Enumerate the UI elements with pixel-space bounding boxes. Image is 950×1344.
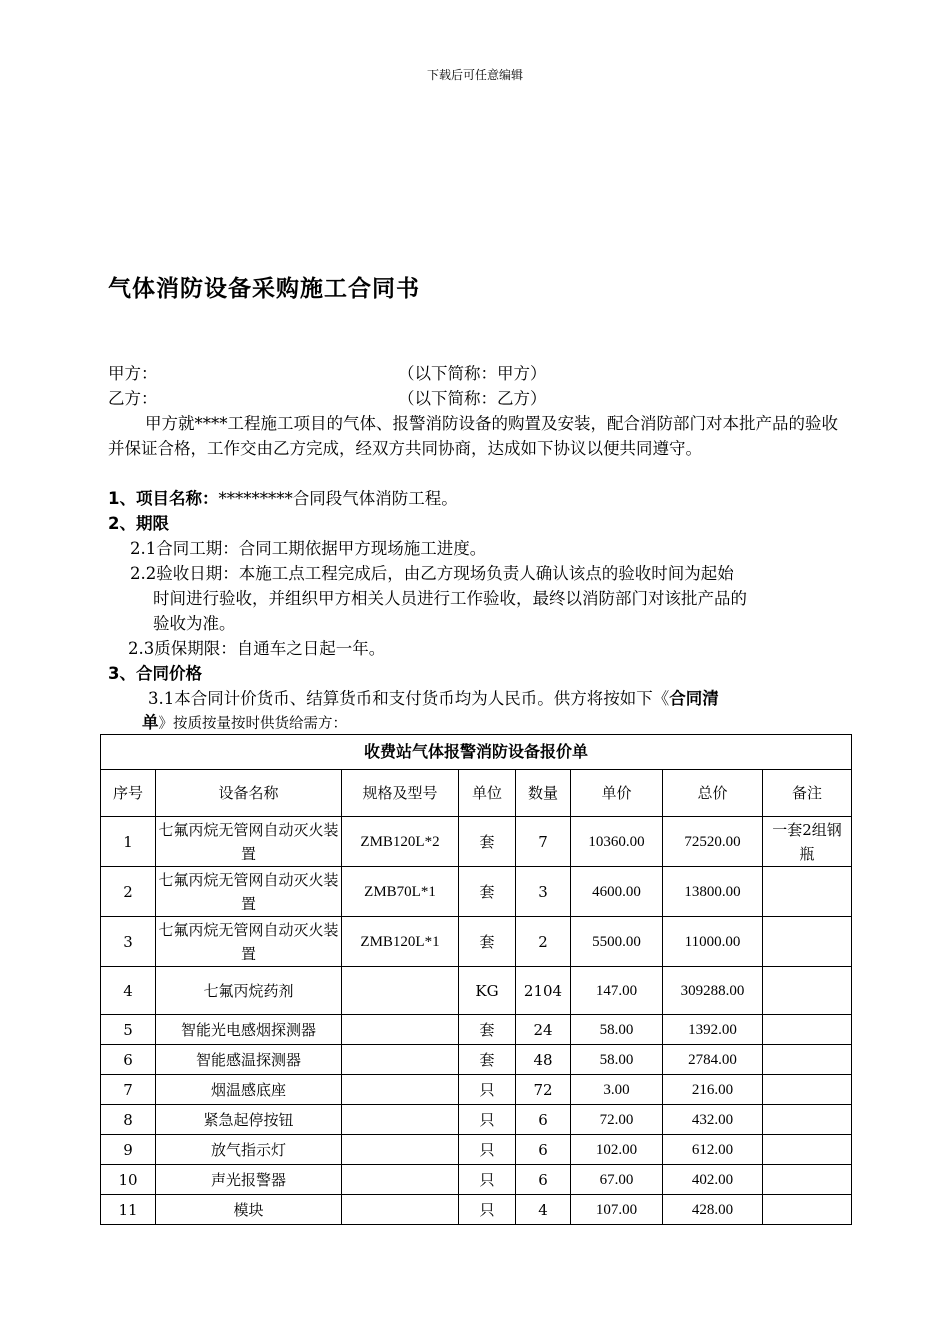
unit-price-cell: 147.00: [571, 967, 663, 1015]
row-number-cell: 7: [101, 1075, 156, 1105]
unit-price-cell: 58.00: [571, 1015, 663, 1045]
total-price-cell: 309288.00: [663, 967, 763, 1015]
table-row: [101, 1075, 852, 1105]
spec-model-cell: [342, 1135, 459, 1165]
remarks-cell: [763, 1105, 852, 1135]
table-row: [101, 967, 852, 1015]
device-name-cell: 智能感温探测器: [156, 1045, 342, 1075]
device-name-cell: 紧急起停按钮: [156, 1105, 342, 1135]
unit-cell: 套: [459, 867, 516, 917]
unit-price-cell: 107.00: [571, 1195, 663, 1225]
total-price-cell: 13800.00: [663, 867, 763, 917]
row-number-cell: 2: [101, 867, 156, 917]
unit-cell: 只: [459, 1105, 516, 1135]
total-price-cell: 11000.00: [663, 917, 763, 967]
section-1-heading: 1、项目名称：: [108, 489, 219, 508]
row-number-cell: 8: [101, 1105, 156, 1135]
unit-cell: KG: [459, 967, 516, 1015]
header-cell: 单位: [459, 770, 516, 817]
total-price-cell: 432.00: [663, 1105, 763, 1135]
table-header-row: [101, 770, 852, 817]
document-title: 气体消防设备采购施工合同书: [108, 276, 420, 302]
unit-cell: 套: [459, 1015, 516, 1045]
unit-cell: 只: [459, 1135, 516, 1165]
device-name-cell: 七氟丙烷药剂: [156, 967, 342, 1015]
remarks-cell: 一套2组钢瓶: [763, 817, 852, 867]
table-row: [101, 817, 852, 867]
table-caption: 收费站气体报警消防设备报价单: [101, 735, 852, 770]
section-2-item-2-line1: 2.2验收日期：本施工点工程完成后，由乙方现场负责人确认该点的验收时间为起始: [130, 564, 734, 583]
total-price-cell: 402.00: [663, 1165, 763, 1195]
row-number-cell: 5: [101, 1015, 156, 1045]
row-number-cell: 10: [101, 1165, 156, 1195]
spec-model-cell: ZMB120L*1: [342, 917, 459, 967]
remarks-cell: [763, 1075, 852, 1105]
unit-price-cell: 67.00: [571, 1165, 663, 1195]
device-name-cell: 烟温感底座: [156, 1075, 342, 1105]
table-row: [101, 1165, 852, 1195]
party-a-label: 甲方：: [108, 364, 158, 383]
row-number-cell: 11: [101, 1195, 156, 1225]
quantity-cell: 48: [516, 1045, 571, 1075]
remarks-cell: [763, 967, 852, 1015]
table-row: [101, 1015, 852, 1045]
quantity-cell: 6: [516, 1135, 571, 1165]
unit-cell: 套: [459, 817, 516, 867]
section-3-paragraph-line1: [148, 686, 719, 711]
section-3-paragraph-line2: [142, 710, 347, 737]
quantity-cell: 72: [516, 1075, 571, 1105]
table-row: [101, 1045, 852, 1075]
unit-cell: 只: [459, 1165, 516, 1195]
device-name-cell: 放气指示灯: [156, 1135, 342, 1165]
section-3-heading: 3、合同价格: [108, 664, 202, 683]
quantity-cell: 6: [516, 1105, 571, 1135]
header-cell: 总价: [663, 770, 763, 817]
unit-price-cell: 10360.00: [571, 817, 663, 867]
remarks-cell: [763, 1045, 852, 1075]
quantity-cell: 7: [516, 817, 571, 867]
header-note: 下载后可任意编辑: [426, 68, 523, 82]
spec-model-cell: [342, 967, 459, 1015]
spec-model-cell: ZMB120L*2: [342, 817, 459, 867]
section-1: [108, 486, 458, 511]
quantity-cell: 6: [516, 1165, 571, 1195]
header-cell: 单价: [571, 770, 663, 817]
section-3-text-2: 》按质按量按时供货给需方：: [158, 716, 347, 732]
spec-model-cell: [342, 1015, 459, 1045]
quantity-cell: 3: [516, 867, 571, 917]
total-price-cell: 72520.00: [663, 817, 763, 867]
unit-cell: 只: [459, 1195, 516, 1225]
row-number-cell: 6: [101, 1045, 156, 1075]
remarks-cell: [763, 1135, 852, 1165]
total-price-cell: 2784.00: [663, 1045, 763, 1075]
spec-model-cell: [342, 1075, 459, 1105]
remarks-cell: [763, 1165, 852, 1195]
quotation-table: [100, 734, 852, 1225]
table-row: [101, 1135, 852, 1165]
total-price-cell: 428.00: [663, 1195, 763, 1225]
unit-cell: 只: [459, 1075, 516, 1105]
quantity-cell: 2104: [516, 967, 571, 1015]
device-name-cell: 模块: [156, 1195, 342, 1225]
device-name-cell: 七氟丙烷无管网自动灭火装置: [156, 817, 342, 867]
header-cell: 设备名称: [156, 770, 342, 817]
unit-price-cell: 3.00: [571, 1075, 663, 1105]
unit-price-cell: 5500.00: [571, 917, 663, 967]
header-cell: 序号: [101, 770, 156, 817]
device-name-cell: 七氟丙烷无管网自动灭火装置: [156, 917, 342, 967]
device-name-cell: 七氟丙烷无管网自动灭火装置: [156, 867, 342, 917]
remarks-cell: [763, 1015, 852, 1045]
total-price-cell: 612.00: [663, 1135, 763, 1165]
table-row: [101, 1195, 852, 1225]
row-number-cell: 9: [101, 1135, 156, 1165]
spec-model-cell: [342, 1195, 459, 1225]
quantity-cell: 4: [516, 1195, 571, 1225]
spec-model-cell: ZMB70L*1: [342, 867, 459, 917]
section-2-item-2-line2: 时间进行验收，并组织甲方相关人员进行工作验收，最终以消防部门对该批产品的: [153, 589, 747, 608]
row-number-cell: 1: [101, 817, 156, 867]
device-name-cell: 声光报警器: [156, 1165, 342, 1195]
section-1-text: *********合同段气体消防工程。: [218, 489, 458, 508]
unit-price-cell: 58.00: [571, 1045, 663, 1075]
table-caption-row: [101, 735, 852, 770]
intro-paragraph: 甲方就****工程施工项目的气体、报警消防设备的购置及安装，配合消防部门对本批产品的验收并保证合格，工作交由乙方完成，经双方共同协商，达成如下协议以便共同遵守。: [108, 414, 838, 458]
party-b-label: 乙方：: [108, 389, 158, 408]
quantity-cell: 2: [516, 917, 571, 967]
remarks-cell: [763, 917, 852, 967]
unit-cell: 套: [459, 1045, 516, 1075]
section-2-heading: 2、期限: [108, 514, 169, 533]
section-2-item-2-line3: 验收为准。: [153, 614, 236, 633]
header-cell: 备注: [763, 770, 852, 817]
remarks-cell: [763, 867, 852, 917]
section-3-text-1: 3.1本合同计价货币、结算货币和支付货币均为人民币。供方将按如下《: [148, 689, 670, 708]
contract-list-bold-1: 合同清: [669, 689, 719, 708]
remarks-cell: [763, 1195, 852, 1225]
party-b-note: （以下简称：乙方）: [398, 389, 547, 408]
section-2-item-1: 2.1合同工期：合同工期依据甲方现场施工进度。: [130, 539, 487, 558]
contract-list-bold-2: 单: [142, 713, 159, 732]
total-price-cell: 1392.00: [663, 1015, 763, 1045]
spec-model-cell: [342, 1045, 459, 1075]
table-row: [101, 867, 852, 917]
total-price-cell: 216.00: [663, 1075, 763, 1105]
spec-model-cell: [342, 1105, 459, 1135]
table-row: [101, 1105, 852, 1135]
header-cell: 数量: [516, 770, 571, 817]
table-row: [101, 917, 852, 967]
spec-model-cell: [342, 1165, 459, 1195]
section-2-item-3: 2.3质保期限：自通车之日起一年。: [128, 639, 386, 658]
header-cell: 规格及型号: [342, 770, 459, 817]
device-name-cell: 智能光电感烟探测器: [156, 1015, 342, 1045]
unit-price-cell: 102.00: [571, 1135, 663, 1165]
row-number-cell: 3: [101, 917, 156, 967]
row-number-cell: 4: [101, 967, 156, 1015]
unit-cell: 套: [459, 917, 516, 967]
quantity-cell: 24: [516, 1015, 571, 1045]
unit-price-cell: 4600.00: [571, 867, 663, 917]
party-a-note: （以下简称：甲方）: [398, 364, 547, 383]
unit-price-cell: 72.00: [571, 1105, 663, 1135]
